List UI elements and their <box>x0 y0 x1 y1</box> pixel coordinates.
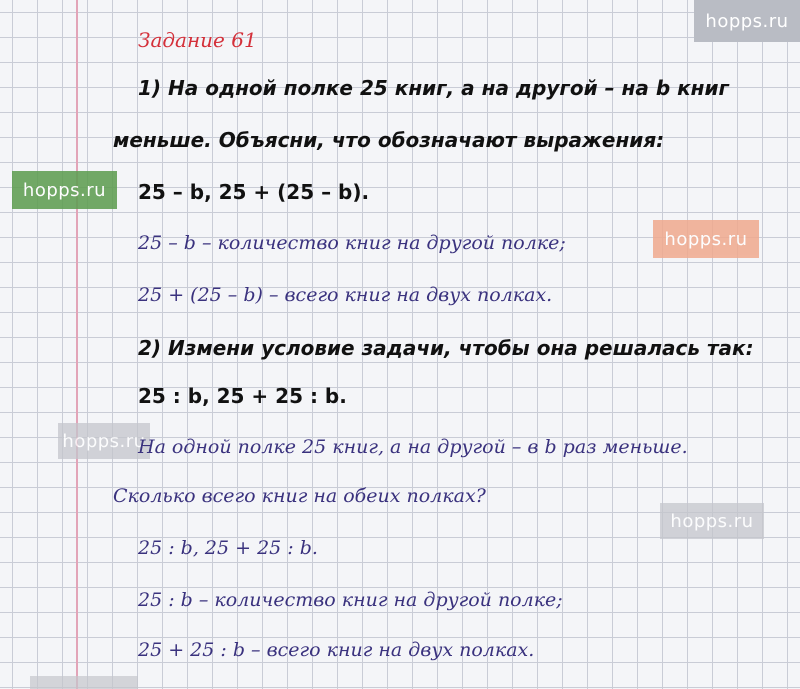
watermark-text: hopps.ru <box>664 228 748 250</box>
answer2-line3: 25 : b, 25 + 25 : b. <box>138 537 318 559</box>
task1-line2: меньше. Объясни, что обозначают выражения: <box>113 128 665 152</box>
task2-expressions: 25 : b, 25 + 25 : b. <box>138 384 347 408</box>
watermark-grey-right <box>660 503 764 539</box>
task-title: Задание 61 <box>138 28 257 52</box>
notebook-margin-line <box>76 0 78 689</box>
watermark-grey-left <box>58 423 150 459</box>
watermark-text: hopps.ru <box>705 10 789 32</box>
watermark-text: hopps.ru <box>62 430 146 452</box>
task1-line1: 1) На одной полке 25 книг, а на другой – на b книг <box>138 76 729 100</box>
task2-line1: 2) Измени условие задачи, чтобы она решалась так: <box>138 336 754 360</box>
answer2-line4: 25 : b – количество книг на другой полке; <box>138 589 563 611</box>
task1-expressions: 25 – b, 25 + (25 – b). <box>138 180 370 204</box>
watermark-text: hopps.ru <box>670 510 754 532</box>
watermark-top <box>694 0 800 42</box>
watermark-orange <box>653 220 759 258</box>
answer1-line1: 25 – b – количество книг на другой полке; <box>138 232 566 254</box>
watermark-grey-bottom <box>30 676 138 689</box>
watermark-text: hopps.ru <box>22 179 107 201</box>
watermark-green <box>12 171 117 209</box>
answer2-line1: На одной полке 25 книг, а на другой – в b раз меньше. <box>138 436 688 458</box>
answer1-line2: 25 + (25 – b) – всего книг на двух полках. <box>138 284 553 306</box>
answer2-line5: 25 + 25 : b – всего книг на двух полках. <box>138 639 535 661</box>
answer2-line2: Сколько всего книг на обеих полках? <box>113 485 486 507</box>
